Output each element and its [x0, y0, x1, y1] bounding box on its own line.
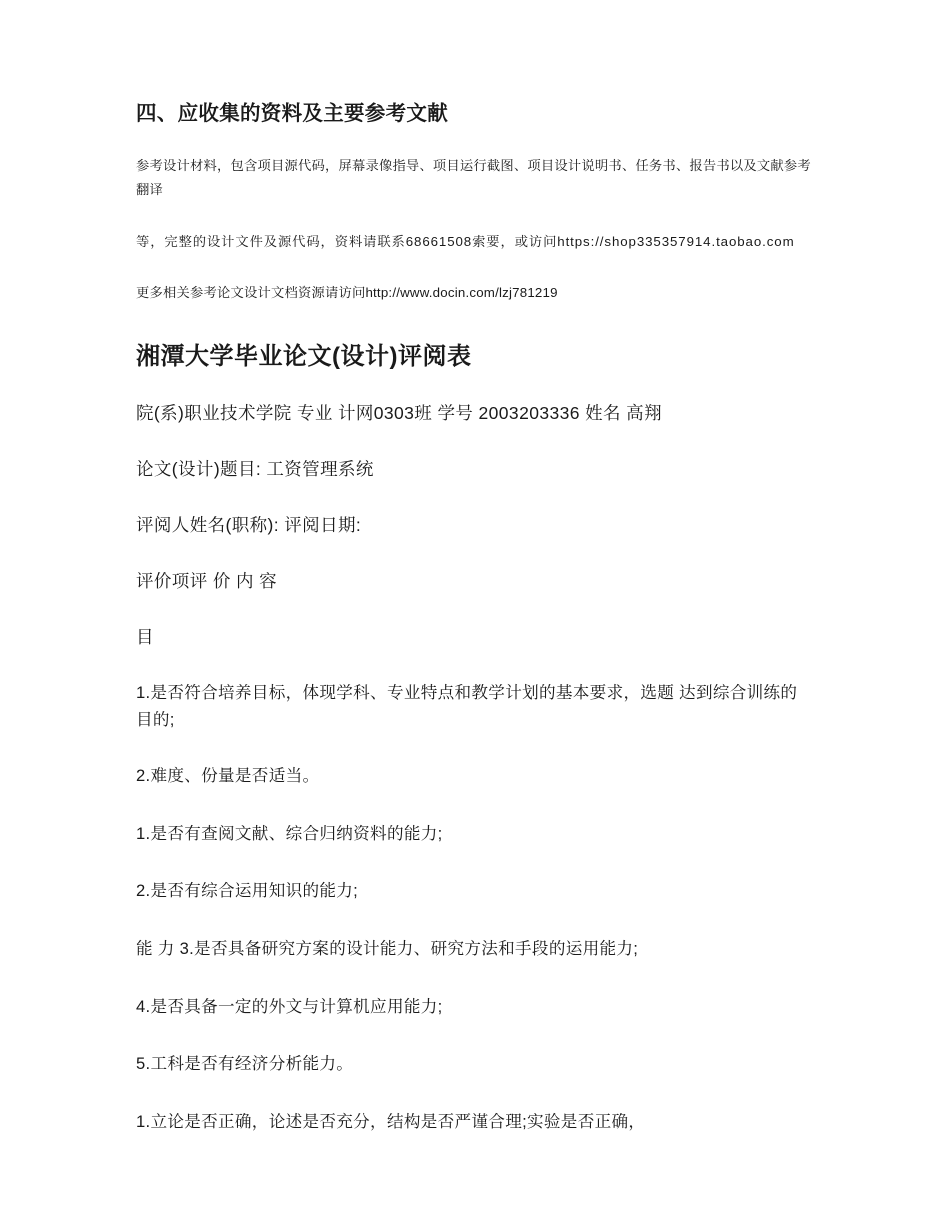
meta-reviewer-and-date: 评阅人姓名(职称): 评阅日期: [136, 514, 362, 535]
reference-note-1: 参考设计材料，包含项目源代码，屏幕录像指导、项目运行截图、项目设计说明书、任务书、报告书以及文献参考翻译 [136, 157, 811, 198]
meta-department-major-id-name: 院(系)职业技术学院 专业 计网0303班 学号 2003203336 姓名 高翔 [136, 402, 662, 423]
criteria-item-5: 能 力 3.是否具备研究方案的设计能力、研究方法和手段的运用能力; [136, 939, 639, 958]
criteria-item-6: 4.是否具备一定的外文与计算机应用能力; [136, 996, 443, 1016]
reference-note-2: 等，完整的设计文件及源代码，资料请联系68661508索要，或访问https://shop335357914.taobao.com [136, 233, 795, 249]
meta-thesis-title: 论文(设计)题目: 工资管理系统 [136, 458, 374, 479]
criteria-item-8: 1.立论是否正确，论述是否充分，结构是否严谨合理;实验是否正确， [136, 1111, 646, 1131]
reference-note-3: 更多相关参考论文设计文档资源请访问http://www.docin.com/lzj781219 [136, 285, 558, 301]
table-header-line-2: 目 [136, 627, 154, 648]
section-heading: 四、应收集的资料及主要参考文献 [136, 102, 448, 125]
criteria-item-7: 5.工科是否有经济分析能力。 [136, 1054, 354, 1074]
criteria-item-4: 2.是否有综合运用知识的能力; [136, 881, 359, 901]
criteria-item-2: 2.难度、份量是否适当。 [136, 766, 320, 786]
table-header-line-1: 评价项评 价 内 容 [136, 571, 278, 592]
criteria-item-1: 1.是否符合培养目标，体现学科、专业特点和教学计划的基本要求，选题 达到综合训练的目的; [136, 683, 798, 729]
document-body [136, 100, 814, 1135]
criteria-item-3: 1.是否有查阅文献、综合归纳资料的能力; [136, 823, 443, 843]
page-title: 湘潭大学毕业论文(设计)评阅表 [136, 343, 472, 371]
